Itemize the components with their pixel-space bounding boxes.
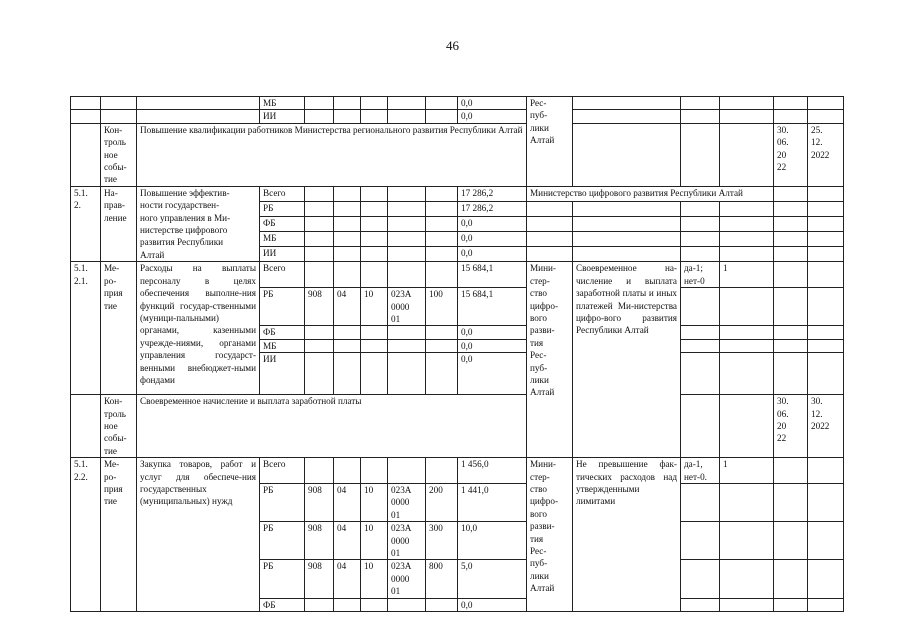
control-event-row [71, 395, 844, 458]
table-row [71, 186, 844, 201]
expected-result: Своевременное на-числение и выплата заработной платы и иных платежей Ми-нистерства цифро-вого развития Республики Алтай [573, 262, 681, 458]
start-date: 30. 06. 20 22 [774, 123, 808, 186]
rz-code: 04 [334, 288, 361, 326]
row-type: Ме- ро- прия тие [101, 458, 137, 612]
end-date: 25. 12. 2022 [808, 123, 844, 186]
amount: 0,0 [458, 326, 527, 339]
direction-name: Повышение эффектив- ности государствен- ного управления в Ми- нистерстве цифрового развития Республики Алтай [137, 186, 260, 261]
activity-name: Расходы на выплаты персоналу в целях обеспечения выполне-ния функций государ-ственными (муници-пальными) органами, казенными учрежде-ниями, органами управления государст-венными внебюджет-ными фондами [137, 262, 260, 395]
page-number: 46 [446, 38, 459, 53]
responsible-org: Министерство цифрового развития Республики Алтай [527, 186, 774, 201]
amount: 1 456,0 [458, 458, 527, 484]
funding-source: ФБ [260, 217, 305, 232]
gr-code: 908 [305, 483, 334, 521]
funding-source: ФБ [260, 598, 305, 611]
end-date: 30. 12. 2022 [808, 395, 844, 458]
amount: 17 286,2 [458, 201, 527, 216]
expected-result: Не превышение фак-тических расходов над утвержденными лимитами [573, 458, 681, 612]
amount: 10,0 [458, 522, 527, 560]
table-row [71, 110, 844, 123]
funding-source: РБ [260, 483, 305, 521]
csr-code: 023А 0000 01 [388, 522, 426, 560]
row-number: 5.1. 2. [71, 186, 101, 261]
pr-code: 10 [361, 522, 388, 560]
funding-source: Всего [260, 186, 305, 201]
funding-source: МБ [260, 339, 305, 352]
vr-code: 800 [426, 560, 458, 598]
funding-source: ИИ [260, 110, 305, 123]
indicator: да-1, нет-0. [681, 458, 720, 484]
amount: 0,0 [458, 247, 527, 262]
indicator: да-1; нет-0 [681, 262, 720, 288]
gr-code: 908 [305, 288, 334, 326]
table-row [71, 97, 844, 110]
start-date: 30. 06. 20 22 [774, 395, 808, 458]
gr-code: 908 [305, 560, 334, 598]
csr-code: 023А 0000 01 [388, 560, 426, 598]
funding-source: МБ [260, 232, 305, 247]
indicator-value: 1 [720, 262, 774, 288]
control-event-name: Повышение квалификации работников Министерства регионального развития Республики Алтай [137, 123, 527, 186]
gr-code: 908 [305, 522, 334, 560]
program-activities-table [70, 96, 844, 612]
funding-source: ИИ [260, 353, 305, 395]
rz-code: 04 [334, 560, 361, 598]
program-table-sheet [70, 96, 844, 612]
amount: 0,0 [458, 110, 527, 123]
row-type: Кон- троль ное собы- тие [101, 123, 137, 186]
amount: 17 286,2 [458, 186, 527, 201]
row-type: На- прав- ление [101, 186, 137, 261]
csr-code: 023А 0000 01 [388, 483, 426, 521]
row-type: Ме- ро- прия тие [101, 262, 137, 395]
amount: 15 684,1 [458, 288, 527, 326]
vr-code: 200 [426, 483, 458, 521]
indicator-value: 1 [720, 458, 774, 484]
control-event-name: Своевременное начисление и выплата заработной платы [137, 395, 527, 458]
amount: 0,0 [458, 339, 527, 352]
rz-code: 04 [334, 522, 361, 560]
activity-name: Закупка товаров, работ и услуг для обеспече-ния государственных (муниципальных) нужд [137, 458, 260, 612]
amount: 0,0 [458, 598, 527, 611]
funding-source: РБ [260, 288, 305, 326]
funding-source: Всего [260, 262, 305, 288]
vr-code: 300 [426, 522, 458, 560]
funding-source: Всего [260, 458, 305, 484]
row-number: 5.1. 2.2. [71, 458, 101, 612]
funding-source: РБ [260, 560, 305, 598]
row-number: 5.1. 2.1. [71, 262, 101, 395]
vr-code: 100 [426, 288, 458, 326]
funding-source: РБ [260, 522, 305, 560]
amount: 1 441,0 [458, 483, 527, 521]
amount: 0,0 [458, 217, 527, 232]
amount: 5,0 [458, 560, 527, 598]
amount: 0,0 [458, 353, 527, 395]
funding-source: ИИ [260, 247, 305, 262]
csr-code: 023А 0000 01 [388, 288, 426, 326]
pr-code: 10 [361, 288, 388, 326]
pr-code: 10 [361, 483, 388, 521]
funding-source: РБ [260, 201, 305, 216]
table-row [71, 458, 844, 484]
funding-source: ФБ [260, 326, 305, 339]
rz-code: 04 [334, 483, 361, 521]
control-event-row [71, 123, 844, 186]
row-type: Кон- троль ное собы- тие [101, 395, 137, 458]
pr-code: 10 [361, 560, 388, 598]
funding-source: МБ [260, 97, 305, 110]
amount: 0,0 [458, 97, 527, 110]
amount: 15 684,1 [458, 262, 527, 288]
table-row [71, 262, 844, 288]
responsible-org: Мини- стер- ство цифро- вого разви- тия Рес- пуб- лики Алтай [527, 458, 573, 612]
amount: 0,0 [458, 232, 527, 247]
responsible-org: Рес- пуб- лики Алтай [527, 97, 573, 187]
responsible-org: Мини- стер- ство цифро- вого разви- тия Рес- пуб- лики Алтай [527, 262, 573, 458]
